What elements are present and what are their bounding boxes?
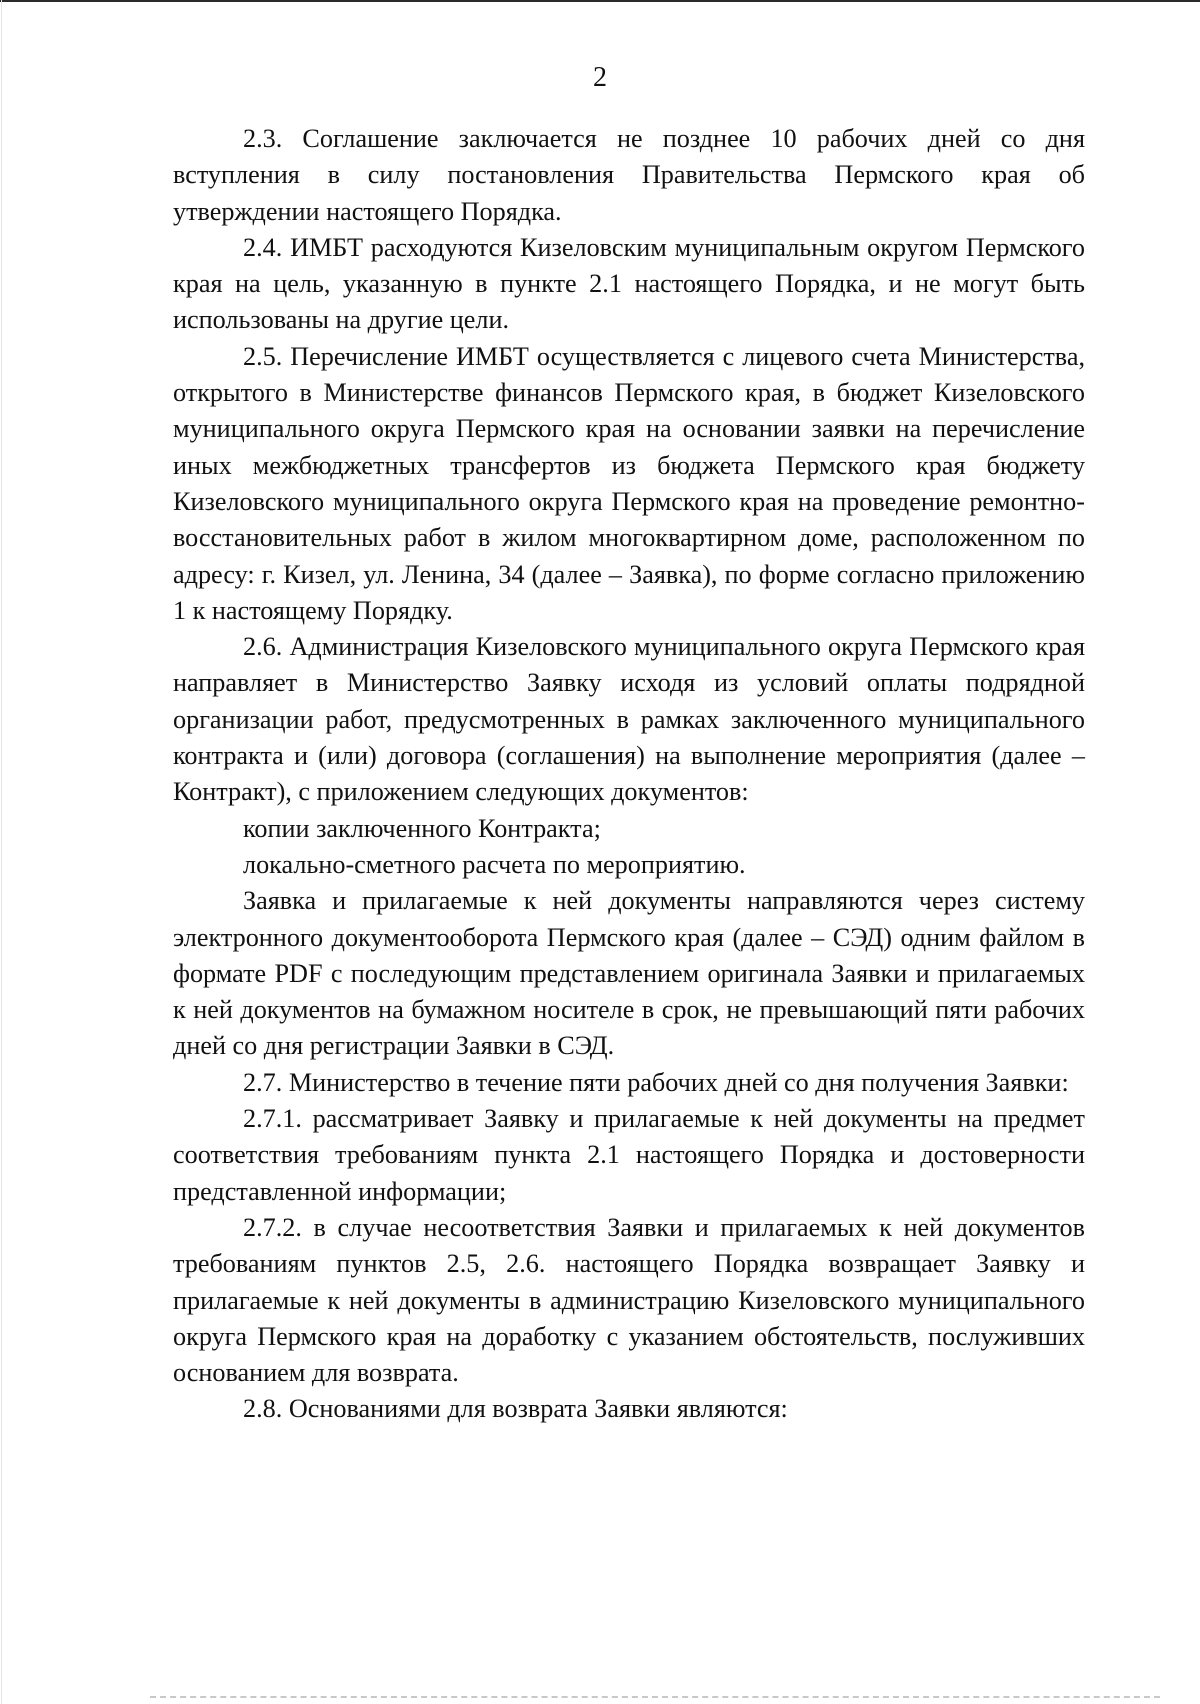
list-item-contract-copy: копии заключенного Контракта; (243, 813, 601, 843)
paragraph-2-5: 2.5. Перечисление ИМБТ осуществляется с лицевого счета Министерства, открытого в Министерстве финансов Пермского края, в бюджет Кизеловского муниципального округа Пермского края на основании заявки на перечисление иных межбюджетных трансфертов из бюджета Пермского края бюджету Кизеловского муниципального округа Пермского края на проведение ремонтно-восстановительных работ в жилом многоквартирном доме, расположенном по адресу: г. Кизел, ул. Ленина, 34 (далее – Заявка), по форме согласно приложению 1 к настоящему Порядку. (173, 341, 1085, 625)
page-number: 2 (593, 62, 607, 93)
paragraph-2-7-2: 2.7.2. в случае несоответствия Заявки и прилагаемых к ней документов требованиям пунктов 2.5, 2.6. настоящего Порядка возвращает Заявку и прилагаемые к ней документы в администрацию Кизеловского муниципального округа Пермского края на доработку с указанием обстоятельств, послуживших основанием для возврата. (173, 1212, 1085, 1388)
paragraph-2-7: 2.7. Министерство в течение пяти рабочих дней со дня получения Заявки: (243, 1067, 1069, 1097)
scan-bottom-edge (150, 1696, 1160, 1698)
paragraph-2-8: 2.8. Основаниями для возврата Заявки являются: (243, 1394, 788, 1424)
scan-top-edge (0, 0, 1200, 2)
paragraph-submission: Заявка и прилагаемые к ней документы направляются через систему электронного документооборота Пермского края (далее – СЭД) одним файлом в формате PDF с последующим представлением оригинала Заявки и прилагаемых к ней документов на бумажном носителе в срок, не превышающий пяти рабочих дней со дня регистрации Заявки в СЭД. (173, 886, 1085, 1061)
paragraph-2-4: 2.4. ИМБТ расходуются Кизеловским муниципальным округом Пермского края на цель, указанную в пункте 2.1 настоящего Порядка, и не могут быть использованы на другие цели. (173, 232, 1085, 335)
paragraph-2-6: 2.6. Администрация Кизеловского муниципального округа Пермского края направляет в Министерство Заявку исходя из условий оплаты подрядной организации работ, предусмотренных в рамках заключенного муниципального контракта и (или) договора (соглашения) на выполнение мероприятия (далее – Контракт), с приложением следующих документов: (173, 632, 1085, 807)
paragraph-2-7-1: 2.7.1. рассматривает Заявку и прилагаемые к ней документы на предмет соответствия требованиям пункта 2.1 настоящего Порядка и достоверности представленной информации; (173, 1104, 1085, 1206)
document-body (173, 121, 1085, 1428)
scan-left-edge (1, 0, 2, 1704)
list-item-estimate: локально-сметного расчета по мероприятию. (243, 849, 746, 879)
paragraph-2-3: 2.3. Соглашение заключается не позднее 10 рабочих дней со дня вступления в силу постановления Правительства Пермского края об утверждении настоящего Порядка. (173, 124, 1085, 226)
